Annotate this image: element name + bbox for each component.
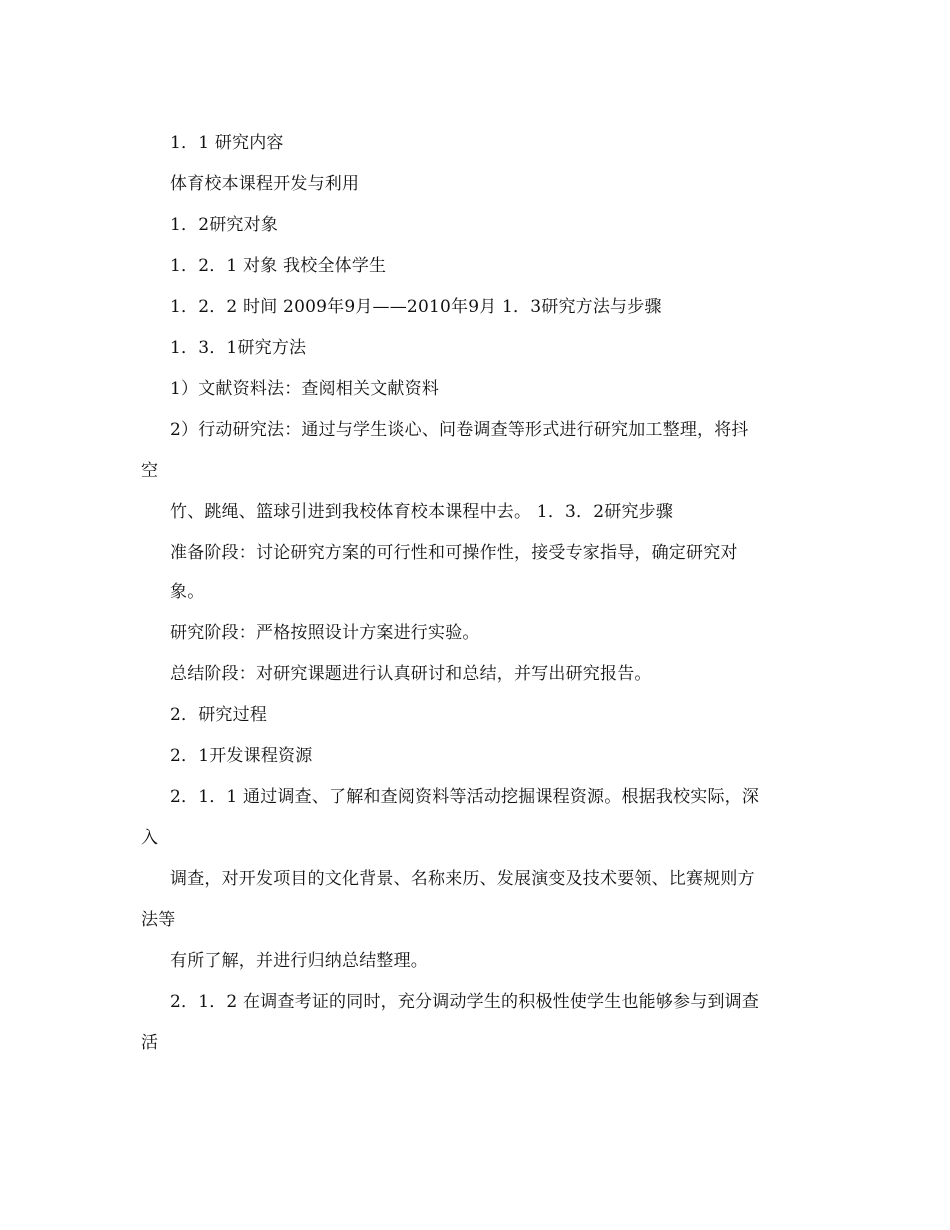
- heading-1-2-research-object: 1．2研究对象: [170, 215, 279, 235]
- paragraph-line: 1．2．2 时间 2009年9月——2010年9月 1．3研究方法与步骤: [170, 297, 662, 317]
- paragraph-line: 1．2．1 对象 我校全体学生: [170, 256, 387, 276]
- paragraph-line: 研究阶段：严格按照设计方案进行实验。: [170, 623, 480, 643]
- paragraph-line: 1）文献资料法：查阅相关文献资料: [170, 379, 440, 399]
- heading-1-3-1-research-method: 1．3．1研究方法: [170, 338, 307, 358]
- paragraph-line: 总结阶段：对研究课题进行认真研讨和总结，并写出研究报告。: [170, 664, 652, 684]
- paragraph-line: 2）行动研究法：通过与学生谈心、问卷调查等形式进行研究加工整理，将抖: [170, 420, 749, 440]
- paragraph-line-wrap: 入: [141, 828, 159, 848]
- paragraph-line-wrap: 象。: [170, 582, 205, 602]
- paragraph-line: 竹、跳绳、篮球引进到我校体育校本课程中去。 1．3．2研究步骤: [170, 502, 674, 522]
- paragraph-line: 2．1．1 通过调查、了解和查阅资料等活动挖掘课程资源。根据我校实际，深: [170, 787, 760, 807]
- paragraph-line-wrap: 法等: [141, 910, 176, 930]
- paragraph-line: 准备阶段：讨论研究方案的可行性和可操作性，接受专家指导，确定研究对: [170, 543, 738, 563]
- heading-2-1-develop-resources: 2．1开发课程资源: [170, 746, 313, 766]
- heading-2-research-process: 2．研究过程: [170, 705, 268, 725]
- paragraph-line: 2．1．2 在调查考证的同时，充分调动学生的积极性使学生也能够参与到调查: [170, 992, 760, 1012]
- paragraph-line-wrap: 空: [141, 461, 159, 481]
- paragraph-line: 体育校本课程开发与利用: [170, 174, 360, 194]
- paragraph-line: 有所了解，并进行归纳总结整理。: [170, 951, 428, 971]
- paragraph-line: 调查，对开发项目的文化背景、名称来历、发展演变及技术要领、比赛规则方: [170, 869, 755, 889]
- heading-1-1-research-content: 1．1 研究内容: [170, 133, 284, 153]
- paragraph-line-wrap: 活: [141, 1033, 159, 1053]
